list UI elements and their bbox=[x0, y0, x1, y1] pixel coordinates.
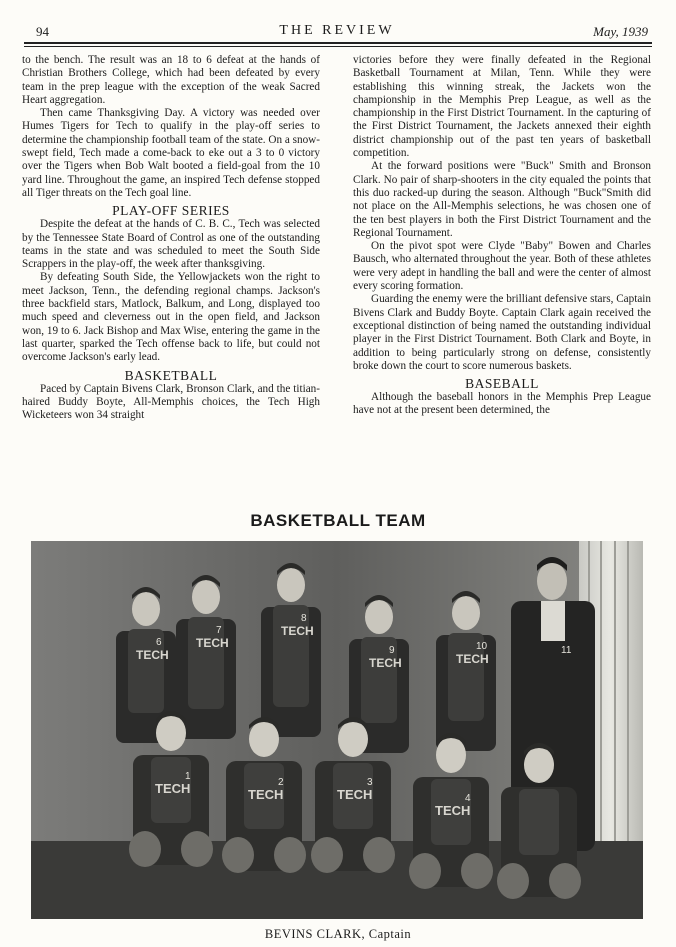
paragraph: Paced by Captain Bivens Clark, Bronson Clark, and the titian-haired Buddy Boyte, All-Memphis choices, the Tech High Wicketeers won 34 straight bbox=[22, 382, 320, 422]
jersey-text: TECH bbox=[196, 636, 229, 650]
jersey-text: TECH bbox=[337, 787, 373, 802]
paragraph: By defeating South Side, the Yellowjackets won the right to meet Jackson, Tenn., the defending regional champs. Jackson's three backfield stars, Matlock, Balkum, and Long, displayed too much speed and cleverness out in the open field, and Jackson won, 19 to 6. Jack Bishop and Max Wise, entering the game in the last quarter, sparked the Tech offense back to life, but could not overcome Jackson's early lead. bbox=[22, 271, 320, 364]
left-column bbox=[22, 54, 320, 422]
jersey-number: 8 bbox=[301, 613, 307, 624]
team-photo-image bbox=[31, 541, 643, 919]
jersey-text: TECH bbox=[435, 803, 471, 818]
paragraph: Guarding the enemy were the brilliant defensive stars, Captain Bivens Clark and Buddy Boyte. Captain Clark again received the exceptional distinction of being named the outstanding individual player in the First District Tournament. Both Clark and Boyte, in addition to being particularly strong on defense, consistently broke down the court to score numerous baskets. bbox=[353, 293, 651, 372]
jersey-number: 10 bbox=[476, 641, 488, 652]
coach-number: 11 bbox=[561, 645, 572, 656]
section-heading-basketball: BASKETBALL bbox=[124, 367, 218, 383]
right-column bbox=[353, 54, 651, 418]
paragraph: victories before they were finally defeated in the Regional Basketball Tournament at Milan, Tenn. While they were establishing this winning streak, the Jackets won the championship in the Memphis Prep League, as well as the championship in the First District Tournament. In the capturing of the First District Tournament, the Jackets annexed their eighth district championship out of the past ten years of basketball competition. bbox=[353, 54, 651, 160]
paragraph: On the pivot spot were Clyde "Baby" Bowen and Charles Bausch, who alternated throughout the year. Both of these athletes were very adept in handling the ball and were the center of almost every scoring formation. bbox=[353, 240, 651, 293]
header-rule-thick bbox=[24, 42, 652, 44]
header-rule-thin bbox=[24, 46, 652, 47]
jersey-number: 6 bbox=[156, 637, 162, 648]
jersey-number: 7 bbox=[216, 625, 222, 636]
page-number: 94 bbox=[36, 24, 49, 39]
jersey-text: TECH bbox=[248, 787, 284, 802]
jersey-text: TECH bbox=[155, 781, 191, 796]
jersey-text: TECH bbox=[369, 656, 402, 670]
publication-title: THE REVIEW bbox=[279, 23, 395, 38]
photo-title: BASKETBALL TEAM bbox=[250, 511, 426, 530]
section-heading-baseball: BASEBALL bbox=[465, 376, 539, 392]
paragraph: Then came Thanksgiving Day. A victory was needed over Humes Tigers for Tech to qualify in the play-off series to determine the championship football team of the state. On a snow-swept field, Tech made a come-back to eke out a 3 to 0 victory over the Tigers when Bob Walt booted a field-goal from the 10 yard line. Throughout the game, an inspired Tech defense stopped all Tiger threats on the Tech goal line. bbox=[22, 107, 320, 199]
jersey-number: 1 bbox=[185, 771, 191, 782]
photo-caption: BEVINS CLARK, Captain bbox=[264, 927, 412, 941]
section-heading-playoff: PLAY-OFF SERIES bbox=[112, 203, 230, 219]
jersey-number: 9 bbox=[389, 645, 395, 656]
paragraph: Despite the defeat at the hands of C. B. C., Tech was selected by the Tennessee State Board of Control as one of the outstanding teams in the state and was scheduled to meet the South Side Scrappers in the play-off, the week after thanksgiving. bbox=[22, 218, 320, 271]
paragraph: At the forward positions were "Buck" Smith and Bronson Clark. No pair of sharp-shooters in the city equaled the points that this duo racked-up during the season. Although "Buck"Smith did not place on the All-Memphis selections, he was chosen one of the ten best players in both the First District Tournament and the Regional Tournament. bbox=[353, 160, 651, 239]
paragraph: to the bench. The result was an 18 to 6 defeat at the hands of Christian Brothers College, which had been defeated by every team in the prep league with the exception of the weak Sacred Heart aggregation. bbox=[22, 54, 320, 106]
jersey-number: 3 bbox=[367, 777, 373, 788]
paragraph: Although the baseball honors in the Memphis Prep League have not at the present been determined, the bbox=[353, 391, 651, 417]
team-photo bbox=[31, 541, 643, 919]
jersey-text: TECH bbox=[456, 652, 489, 666]
jersey-number: 4 bbox=[465, 793, 471, 804]
jersey-number: 2 bbox=[278, 777, 284, 788]
jersey-text: TECH bbox=[136, 648, 169, 662]
jersey-text: TECH bbox=[281, 624, 314, 638]
page-header bbox=[22, 22, 652, 40]
issue-date: May, 1939 bbox=[593, 24, 648, 39]
